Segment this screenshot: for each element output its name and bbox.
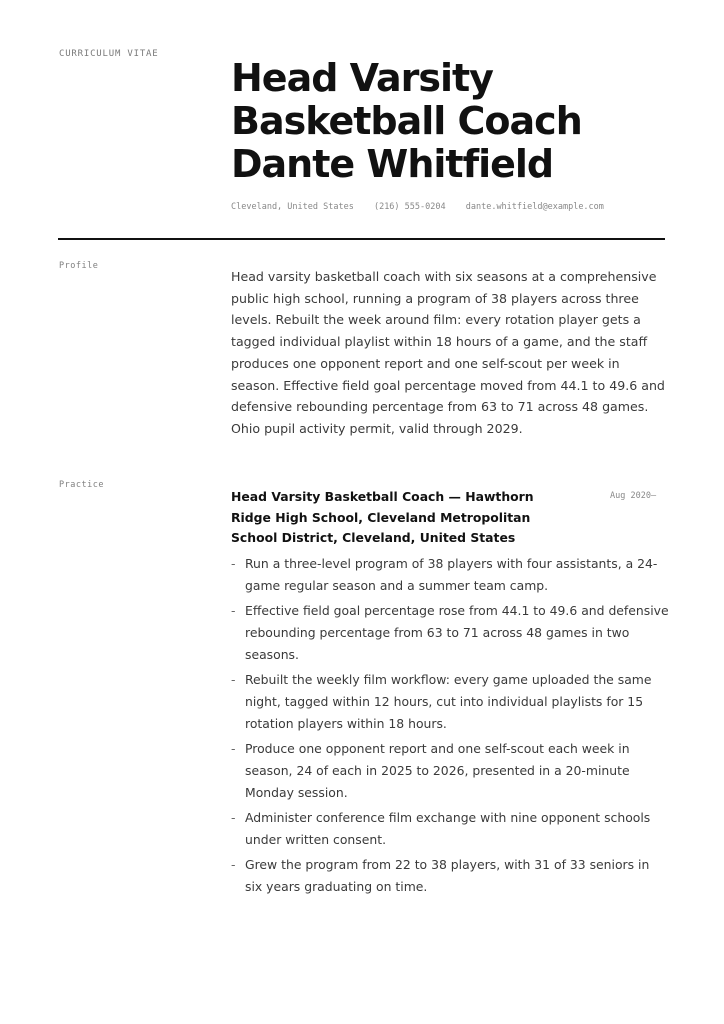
list-item: - Grew the program from 22 to 38 players, with 31 of 33 seniors in six years graduating on time. <box>231 854 669 898</box>
profile-summary: Head varsity basketball coach with six seasons at a comprehensive public high school, running a program of 38 players across three levels. Rebuilt the week around film: every rotation player gets a tagged individual playlist within 18 hours of a game, and the staff produces one opponent report and one self-scout per week in season. Effective field goal percentage moved from 44.1 to 49.6 and defensive rebounding percentage from 63 to 71 across 48 games. Ohio pupil activity permit, valid through 2029. <box>231 269 665 436</box>
profile-section-label: Profile <box>59 261 99 271</box>
document-eyebrow: CURRICULUM VITAE <box>59 49 159 59</box>
role-dates: Aug 2020– <box>610 491 657 501</box>
contact-phone: (216) 555-0204 <box>373 202 446 212</box>
list-item: - Produce one opponent report and one self-scout each week in season, 24 of each in 2025 to 2026, presented in a 20-minute Monday session. <box>231 738 669 804</box>
list-item: - Rebuilt the weekly film workflow: every game uploaded the same night, tagged within 12 hours, cut into individual playlists for 15 rotation players within 18 hours. <box>231 669 669 735</box>
page-title <box>231 57 691 186</box>
contact-email: dante.whitfield@example.com <box>465 202 604 212</box>
contact-location: Cleveland, United States <box>231 202 354 212</box>
practice-section-label: Practice <box>59 480 104 490</box>
role-bullet-list <box>231 553 669 901</box>
contact-line <box>231 202 619 212</box>
header-divider <box>58 238 665 240</box>
candidate-name: Dante Whitfield <box>231 142 554 186</box>
list-item: - Run a three-level program of 38 players with four assistants, a 24-game regular season and a summer team camp. <box>231 553 669 597</box>
list-item: - Administer conference film exchange with nine opponent schools under written consent. <box>231 807 669 851</box>
role-title: Head Varsity Basketball Coach — Hawthorn Ridge High School, Cleveland Metropolitan School District, Cleveland, United States <box>231 489 534 545</box>
title-line-2: Basketball Coach <box>231 99 582 143</box>
title-line-1: Head Varsity <box>231 56 493 100</box>
list-item: - Effective field goal percentage rose from 44.1 to 49.6 and defensive rebounding percentage from 63 to 71 across 48 games in two seasons. <box>231 600 669 666</box>
